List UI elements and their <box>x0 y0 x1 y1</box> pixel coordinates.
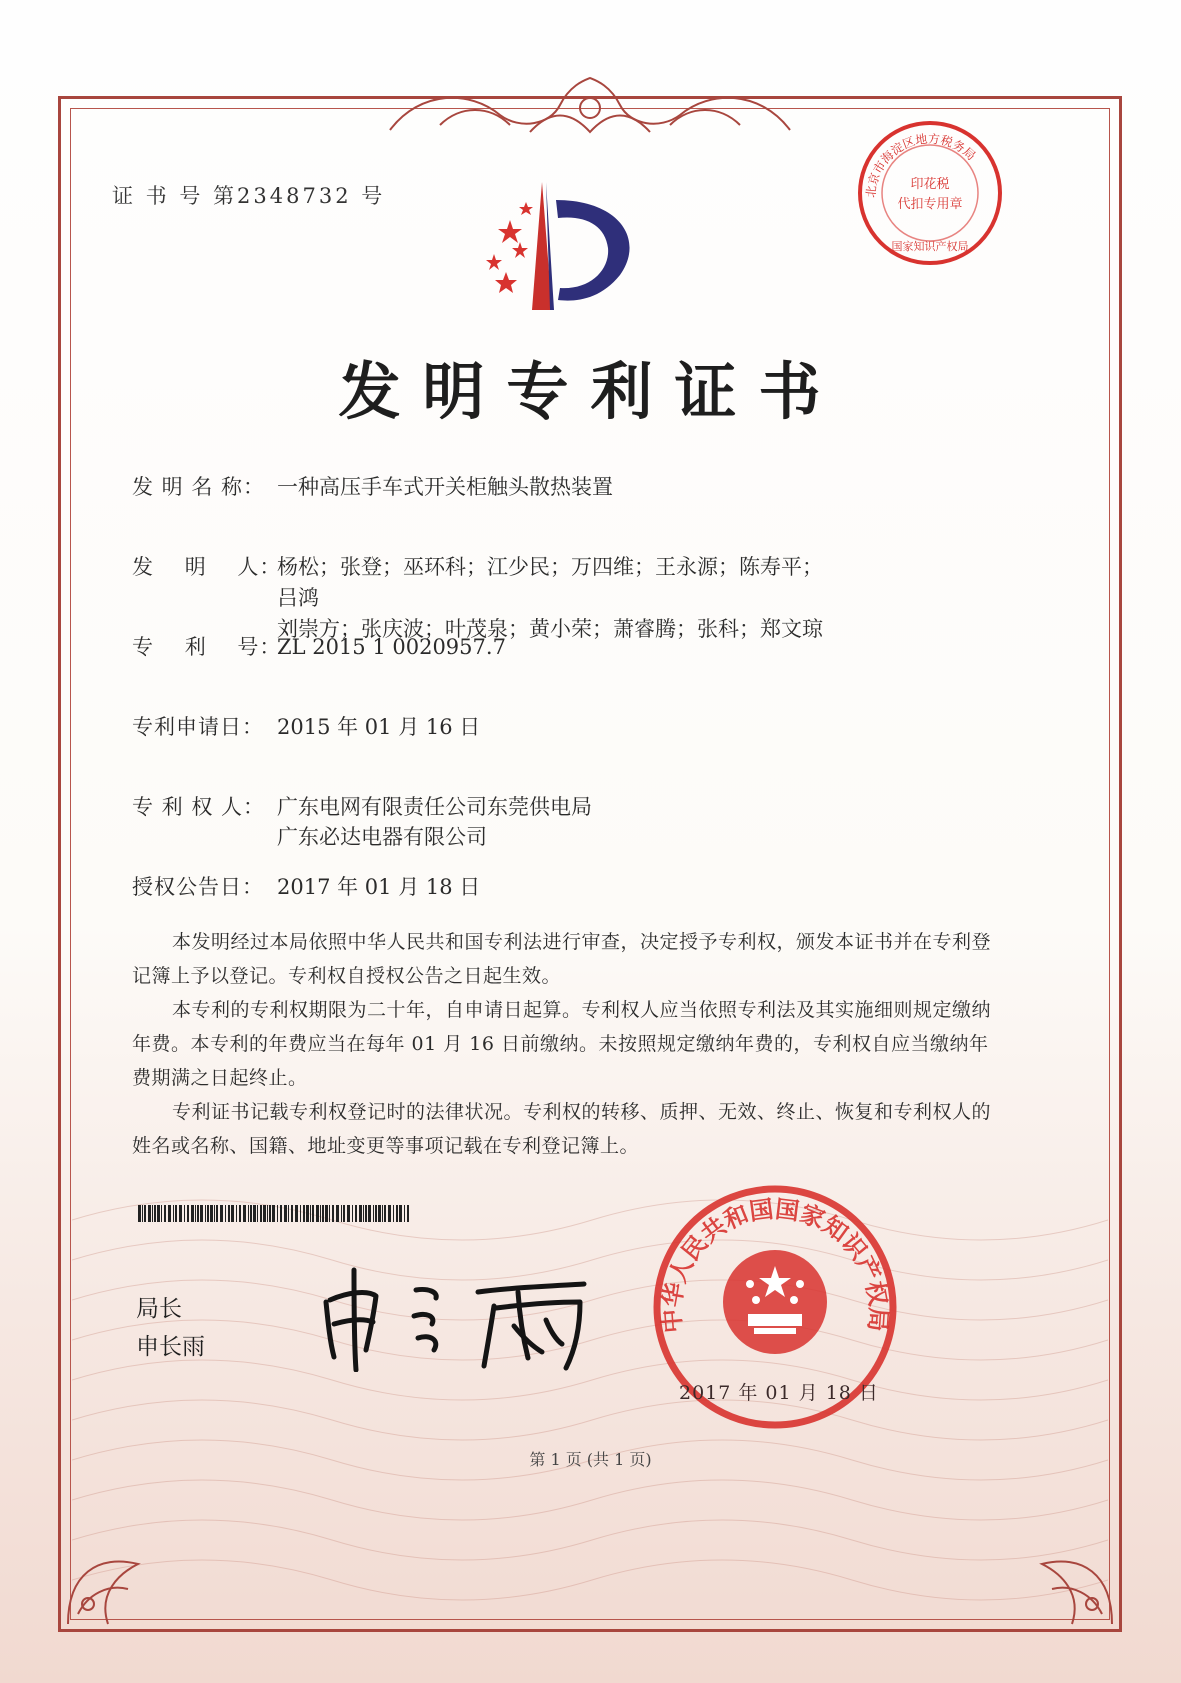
corner-ornament-bottom-right <box>1002 1514 1122 1634</box>
inventors-line-1: 杨松；张登；巫环科；江少民；万四维；王永源；陈寿平；吕鸿 <box>277 555 823 610</box>
invention-name-row <box>132 472 613 502</box>
grant-date-row <box>132 872 480 902</box>
body-paragraph-3: 专利证书记载专利权登记时的法律状况。专利权的转移、质押、无效、终止、恢复和专利权人的姓名或名称、国籍、地址变更等事项记载在专利登记簿上。 <box>132 1101 992 1157</box>
patent-number-value: ZL 2015 1 0020957.7 <box>277 635 506 659</box>
svg-text:代扣专用章: 代扣专用章 <box>897 197 963 212</box>
seal-date-stamp: 2017 年 01 月 18 日 <box>679 1382 879 1404</box>
filing-date-value: 2015 年 01 月 16 日 <box>277 715 481 739</box>
body-paragraph-1: 本发明经过本局依照中华人民共和国专利法进行审查，决定授予专利权，颁发本证书并在专利登记簿上予以登记。专利权自授权公告之日起生效。 <box>132 931 992 987</box>
grant-date-label: 授权公告日： <box>132 875 264 899</box>
invention-name-label: 发 明 名 称： <box>132 475 266 499</box>
patentee-value <box>277 792 592 852</box>
stamp-duty-seal <box>855 118 1005 268</box>
page-title: 发明专利证书 <box>338 355 843 428</box>
svg-text:中华人民共和国国家知识产权局: 中华人民共和国国家知识产权局 <box>656 1194 894 1335</box>
filing-date-row <box>132 712 480 742</box>
inventors-label: 发 明 人： <box>132 555 282 579</box>
patent-number-row <box>132 632 506 662</box>
inventors-label-row <box>132 552 282 582</box>
svg-text:印花税: 印花税 <box>910 177 950 192</box>
svg-text:北京市海淀区地方税务局: 北京市海淀区地方税务局 <box>863 131 979 199</box>
grant-date-value: 2017 年 01 月 18 日 <box>277 875 481 899</box>
director-title: 局长 <box>136 1296 182 1322</box>
top-ornament <box>380 70 800 140</box>
filing-date-label: 专利申请日： <box>132 715 264 739</box>
invention-name-value: 一种高压手车式开关柜触头散热装置 <box>277 475 613 499</box>
inner-border <box>70 108 1110 1620</box>
patent-number-label: 专 利 号： <box>132 635 282 659</box>
director-block <box>136 1290 205 1366</box>
director-name: 申长雨 <box>136 1334 205 1360</box>
page-footer: 第 1 页 (共 1 页) <box>529 1450 652 1469</box>
director-signature <box>318 1262 608 1372</box>
patentee-line-2: 广东必达电器有限公司 <box>277 825 487 849</box>
patentee-row <box>132 792 592 852</box>
svg-text:国家知识产权局: 国家知识产权局 <box>891 240 969 253</box>
barcode <box>138 1205 413 1222</box>
inventors-line-2: 刘崇方；张庆波；叶茂泉；黄小荣；萧睿腾；张科；郑文琼 <box>277 617 823 641</box>
patentee-line-1: 广东电网有限责任公司东莞供电局 <box>277 795 592 819</box>
certificate-number: 证 书 号 第2348732 号 <box>112 184 386 208</box>
patent-office-emblem <box>480 180 660 330</box>
patentee-label: 专 利 权 人： <box>132 795 266 819</box>
body-paragraph-2: 本专利的专利权期限为二十年，自申请日起算。专利权人应当依照专利法及其实施细则规定缴纳年费。本专利的年费应当在每年 01 月 16 日前缴纳。未按照规定缴纳年费的，专利权自应当缴纳年费期满之日起终止。 <box>132 999 992 1089</box>
corner-ornament-bottom-left <box>58 1514 178 1634</box>
